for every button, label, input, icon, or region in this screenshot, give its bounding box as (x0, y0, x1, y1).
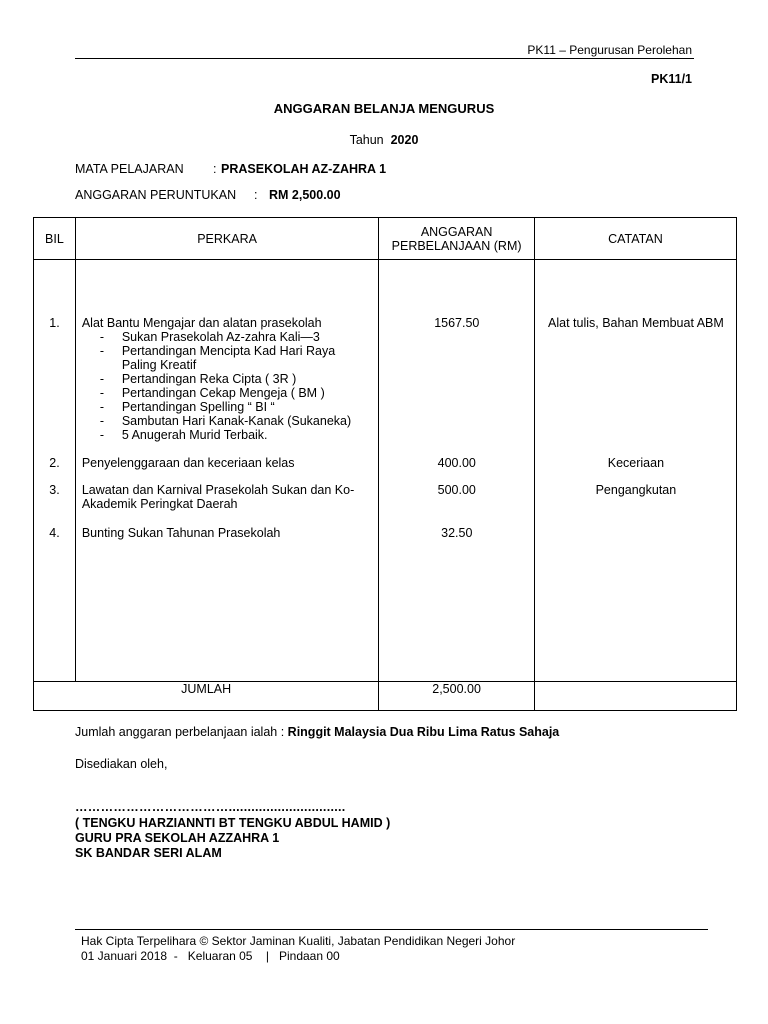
item-4-perkara: Bunting Sukan Tahunan Prasekolah (81, 526, 281, 540)
item-1-sub-1: - Sukan Prasekolah Az-zahra Kali—3 (99, 330, 320, 344)
total-note (534, 682, 736, 711)
item-3-perkara-line1: Lawatan dan Karnival Prasekolah Sukan dan Ko- (81, 483, 355, 497)
summary-value: Ringgit Malaysia Dua Ribu Lima Ratus Sahaja (287, 725, 560, 739)
item-3-perkara-line2: Akademik Peringkat Daerah (81, 497, 238, 511)
anggaran-column (379, 260, 535, 682)
signatory-school: SK BANDAR SERI ALAM (75, 846, 222, 860)
item-2-amount: 400.00 (437, 456, 476, 470)
document-reference: PK11 – Pengurusan Perolehan (527, 43, 692, 57)
bil-column (34, 260, 76, 682)
total-row (34, 682, 737, 711)
document-title: ANGGARAN BELANJA MENGURUS (273, 101, 495, 116)
signatory-position: GURU PRA SEKOLAH AZZAHRA 1 (75, 831, 280, 845)
item-1-perkara: Alat Bantu Mengajar dan alatan prasekolah (81, 316, 322, 330)
table-header-row (34, 218, 737, 260)
footer-amendment: Pindaan 00 (278, 949, 340, 963)
item-1-note: Alat tulis, Bahan Membuat ABM (548, 316, 724, 330)
item-3-amount: 500.00 (437, 483, 476, 497)
total-amount: 2,500.00 (379, 682, 535, 711)
header-anggaran-line1: ANGGARAN (420, 224, 493, 239)
form-code: PK11/1 (650, 72, 692, 86)
header-anggaran-line2: PERBELANJAAN (RM) (391, 238, 522, 253)
footer-divider (75, 929, 708, 930)
item-4-bil: 4. (49, 526, 60, 540)
item-4-amount: 32.50 (441, 526, 473, 540)
item-1-bil: 1. (49, 316, 60, 330)
footer-copyright: Hak Cipta Terpelihara © Sektor Jaminan Kualiti, Jabatan Pendidikan Negeri Johor (81, 934, 516, 948)
catatan-column (534, 260, 736, 682)
year-label: Tahun (349, 133, 384, 147)
summary-line (75, 725, 559, 739)
item-1-amount: 1567.50 (434, 316, 480, 330)
signature-line: ………………………………............................... (75, 800, 346, 814)
allocation-value: RM 2,500.00 (269, 188, 341, 202)
footer-sep-2: | (265, 949, 269, 963)
header-perkara: PERKARA (75, 218, 378, 260)
item-3-note: Pengangkutan (595, 483, 677, 497)
item-1-sub-5: - Pertandingan Cekap Mengeja ( BM ) (99, 386, 325, 400)
header-catatan: CATATAN (534, 218, 736, 260)
table-body-row (34, 260, 737, 682)
item-1-sub-7: - Sambutan Hari Kanak-Kanak (Sukaneka) (99, 414, 352, 428)
footer-version (81, 949, 340, 963)
summary-label: Jumlah anggaran perbelanjaan ialah : (75, 725, 285, 739)
allocation-separator: : (254, 188, 258, 202)
year-value: 2020 (390, 133, 419, 147)
header-anggaran (379, 218, 535, 260)
item-2-bil: 2. (49, 456, 60, 470)
item-2-perkara: Penyelenggaraan dan keceriaan kelas (81, 456, 295, 470)
total-label: JUMLAH (34, 682, 379, 711)
prepared-by-label: Disediakan oleh, (75, 757, 168, 771)
header-divider (75, 58, 694, 59)
perkara-column (75, 260, 378, 682)
budget-table (33, 217, 737, 711)
subject-separator: : (213, 162, 217, 176)
footer-issue: Keluaran 05 (187, 949, 253, 963)
subject-value: PRASEKOLAH AZ-ZAHRA 1 (221, 162, 387, 176)
item-1-sub-6: - Pertandingan Spelling “ BI “ (99, 400, 275, 414)
header-bil: BIL (34, 218, 76, 260)
item-1-sub-2: - Pertandingan Mencipta Kad Hari Raya (99, 344, 336, 358)
item-1-sub-4: - Pertandingan Reka Cipta ( 3R ) (99, 372, 297, 386)
item-2-note: Keceriaan (607, 456, 665, 470)
item-3-bil: 3. (49, 483, 60, 497)
item-1-sub-3: Paling Kreatif (121, 358, 197, 372)
signatory-name: ( TENGKU HARZIANNTI BT TENGKU ABDUL HAMID ) (75, 816, 391, 830)
item-1-sub-8: - 5 Anugerah Murid Terbaik. (99, 428, 268, 442)
subject-label: MATA PELAJARAN (75, 162, 184, 176)
footer-date: 01 Januari 2018 (81, 949, 168, 963)
year-line (0, 133, 768, 147)
allocation-label: ANGGARAN PERUNTUKAN (75, 188, 237, 202)
footer-sep-1: - (173, 949, 178, 963)
